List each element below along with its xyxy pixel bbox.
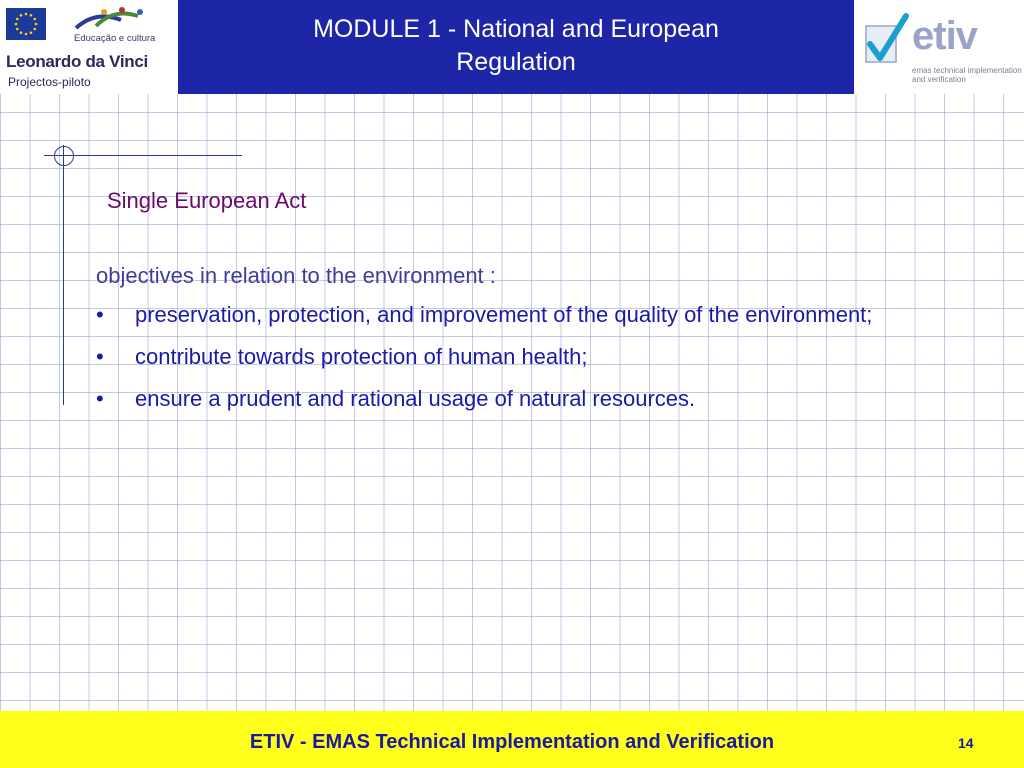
education-culture-label: Educação e cultura — [74, 33, 156, 44]
checkmark-icon — [862, 12, 917, 72]
slide-title-line2: Regulation — [456, 48, 576, 76]
leonardo-da-vinci-title: Leonardo da Vinci — [6, 52, 148, 71]
leonardo-da-vinci-subtitle: Projectos-piloto — [8, 75, 91, 89]
bullet-item: • preservation, protection, and improvement of the quality of the environment; — [96, 299, 946, 331]
eu-flag-icon — [6, 8, 46, 40]
etiv-wordmark: etiv — [912, 14, 977, 58]
leonardo-da-vinci-logo — [0, 0, 178, 94]
bullet-item: • contribute towards protection of human health; — [96, 341, 946, 373]
etiv-logo — [854, 0, 1024, 94]
slide-title — [178, 13, 854, 79]
page-number: 14 — [958, 735, 974, 751]
decorative-circle-icon — [54, 146, 74, 166]
section-title: Single European Act — [107, 188, 307, 213]
intro-text: objectives in relation to the environment : — [96, 263, 496, 288]
slide-content — [96, 263, 946, 425]
footer-text: ETIV - EMAS Technical Implementation and Verification — [249, 731, 775, 753]
footer-bar — [0, 711, 1024, 768]
slide-title-line1: MODULE 1 - National and European — [313, 15, 719, 43]
etiv-tagline: emas technical implementation and verification — [912, 66, 1022, 84]
bullet-list — [96, 299, 946, 415]
decorative-vertical-line — [63, 145, 64, 405]
bullet-item: • ensure a prudent and rational usage of natural resources. — [96, 383, 946, 415]
title-bar — [178, 0, 854, 94]
